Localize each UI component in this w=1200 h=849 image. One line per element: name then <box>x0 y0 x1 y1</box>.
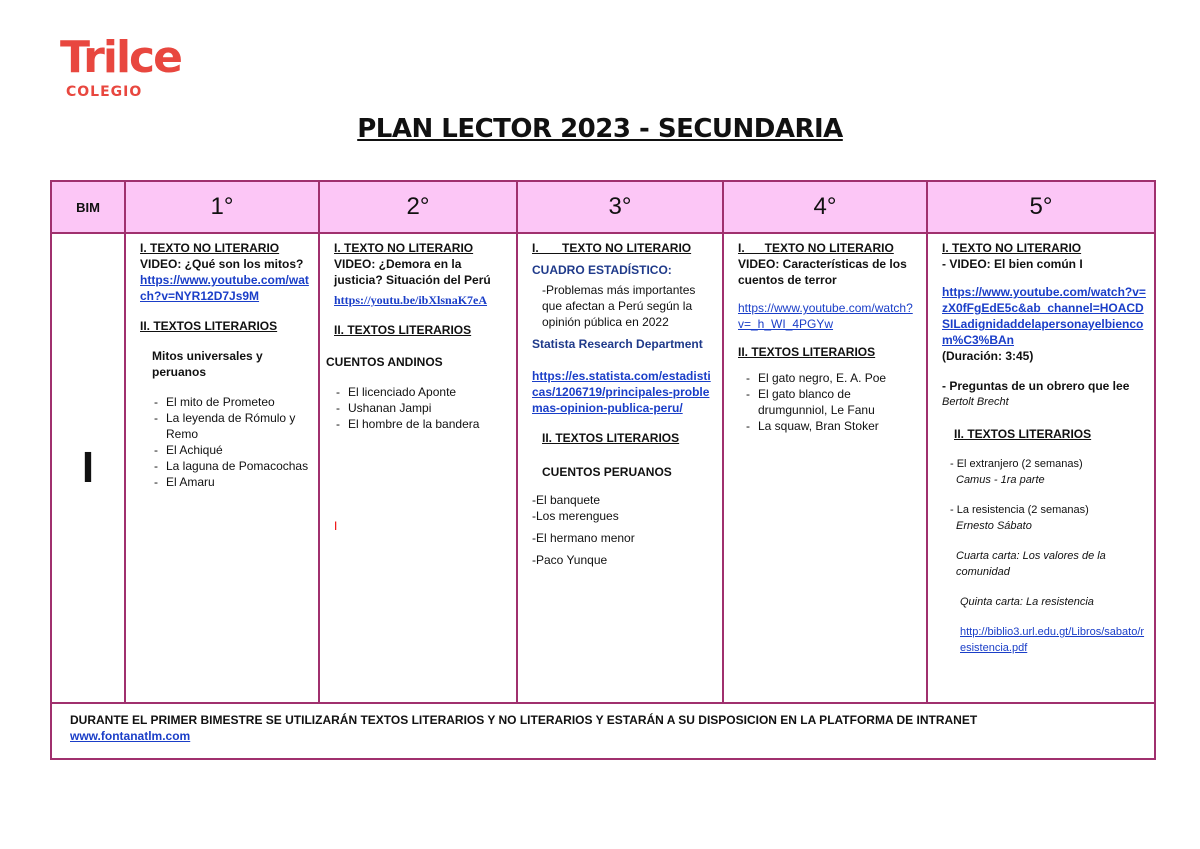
video-link[interactable]: https://www.youtube.com/watch?v=NYR12D7Js9M <box>140 273 309 303</box>
book-1-author: Camus - 1ra parte <box>956 474 1045 486</box>
list-item: - El gato negro, E. A. Poe <box>744 370 918 386</box>
subsection-title: Mitos universales y peruanos <box>152 349 263 379</box>
video-link[interactable]: https://www.youtube.com/watch?v=zX0fFgEdE5c&ab_channel=HOACDSILadignidaddelapersonayelbiencom%C3%BAn <box>942 285 1146 347</box>
section-heading: II. TEXTOS LITERARIOS <box>738 345 876 359</box>
list-item: - El gato blanco de drumgunniol, Le Fanu <box>744 386 918 418</box>
subsection-title: CUENTOS ANDINOS <box>326 355 443 369</box>
list-item: - Ushanan Jampi <box>334 400 508 416</box>
header-grade-3: 3° <box>517 181 723 233</box>
footer-note: DURANTE EL PRIMER BIMESTRE SE UTILIZARÁN TEXTOS LITERARIOS Y NO LITERARIOS Y ESTARÁN A SU DISPOSICION EN LA PLATFORMA DE INTRANET <box>70 713 978 727</box>
subsection-title: CUENTOS PERUANOS <box>542 465 672 479</box>
footer-row <box>51 703 1155 759</box>
bimestre-row <box>51 233 1155 703</box>
grade-1-cell <box>125 233 319 703</box>
bimestre-label: I <box>51 233 125 703</box>
text-list <box>532 492 714 568</box>
text-list <box>152 394 310 490</box>
list-item: - La squaw, Bran Stoker <box>744 418 918 434</box>
section-heading: II. TEXTOS LITERARIOS <box>140 319 278 333</box>
chart-title: CUADRO ESTADÍSTICO: <box>532 263 672 277</box>
list-item: - La laguna de Pomacochas <box>152 458 310 474</box>
poem-title: - Preguntas de un obrero que lee <box>942 379 1130 393</box>
video-duration: (Duración: 3:45) <box>942 349 1034 363</box>
list-item: - El licenciado Aponte <box>334 384 508 400</box>
video-link[interactable]: https://youtu.be/ibXlsnaK7eA <box>334 293 488 307</box>
list-item: - La leyenda de Rómulo y Remo <box>152 410 310 442</box>
red-mark: I <box>334 519 338 533</box>
header-grade-5: 5° <box>927 181 1155 233</box>
section-heading: II. TEXTOS LITERARIOS <box>542 431 680 445</box>
header-grade-2: 2° <box>319 181 517 233</box>
book-2: - La resistencia (2 semanas) <box>950 504 1089 516</box>
header-bim: BIM <box>51 181 125 233</box>
section-heading: II. TEXTOS LITERARIOS <box>954 427 1092 441</box>
video-title: - VIDEO: El bien común I <box>942 257 1083 271</box>
resistencia-pdf-link[interactable]: http://biblio3.url.edu.gt/Libros/sabato/resistencia.pdf <box>960 626 1145 654</box>
section-heading: I. TEXTO NO LITERARIO <box>738 241 894 255</box>
list-item: - El mito de Prometeo <box>152 394 310 410</box>
chart-description: -Problemas más importantes que afectan a Perú según la opinión pública en 2022 <box>542 283 696 329</box>
header-grade-1: 1° <box>125 181 319 233</box>
section-heading: II. TEXTOS LITERARIOS <box>334 323 472 337</box>
header-row <box>51 181 1155 233</box>
grade-4-cell <box>723 233 927 703</box>
video-title: VIDEO: ¿Demora en la justicia? Situación del Perú <box>334 257 491 287</box>
text-list <box>744 370 918 434</box>
list-item: -Los merengues <box>532 509 619 523</box>
list-item: - El hombre de la bandera <box>334 416 508 432</box>
reading-plan-table <box>50 180 1156 760</box>
section-heading: I. TEXTO NO LITERARIO <box>942 241 1082 255</box>
section-heading: I. TEXTO NO LITERARIO <box>140 241 280 255</box>
logo-name: Trilce <box>60 32 181 83</box>
poem-author: Bertolt Brecht <box>942 396 1009 408</box>
header-grade-4: 4° <box>723 181 927 233</box>
chart-source: Statista Research Department <box>532 337 703 351</box>
list-item: - El Amaru <box>152 474 310 490</box>
letter-5: Quinta carta: La resistencia <box>960 596 1094 608</box>
video-link[interactable]: https://www.youtube.com/watch?v=_h_WI_4PGYw <box>738 301 913 331</box>
statista-link[interactable]: https://es.statista.com/estadisticas/1206719/principales-problemas-opinion-publica-peru/ <box>532 369 711 415</box>
book-1: - El extranjero (2 semanas) <box>950 458 1083 470</box>
text-list <box>334 384 508 432</box>
grade-5-cell <box>927 233 1155 703</box>
book-2-author: Ernesto Sábato <box>956 520 1032 532</box>
section-heading: I. TEXTO NO LITERARIO <box>532 241 692 255</box>
letter-4: Cuarta carta: Los valores de la comunidad <box>956 550 1106 578</box>
page-title: PLAN LECTOR 2023 - SECUNDARIA <box>357 114 843 144</box>
section-heading: I. TEXTO NO LITERARIO <box>334 241 474 255</box>
intranet-link[interactable]: www.fontanatlm.com <box>70 729 191 743</box>
trilce-logo <box>60 32 181 100</box>
video-title: VIDEO: ¿Qué son los mitos? <box>140 257 304 271</box>
grade-3-cell <box>517 233 723 703</box>
list-item: -El hermano menor <box>532 531 635 545</box>
video-title: VIDEO: Características de los cuentos de terror <box>738 257 907 287</box>
logo-subtitle: COLEGIO <box>66 84 143 100</box>
list-item: - El Achiqué <box>152 442 310 458</box>
list-item: -Paco Yunque <box>532 553 608 567</box>
footer-cell <box>51 703 1155 759</box>
grade-2-cell <box>319 233 517 703</box>
list-item: -El banquete <box>532 493 601 507</box>
